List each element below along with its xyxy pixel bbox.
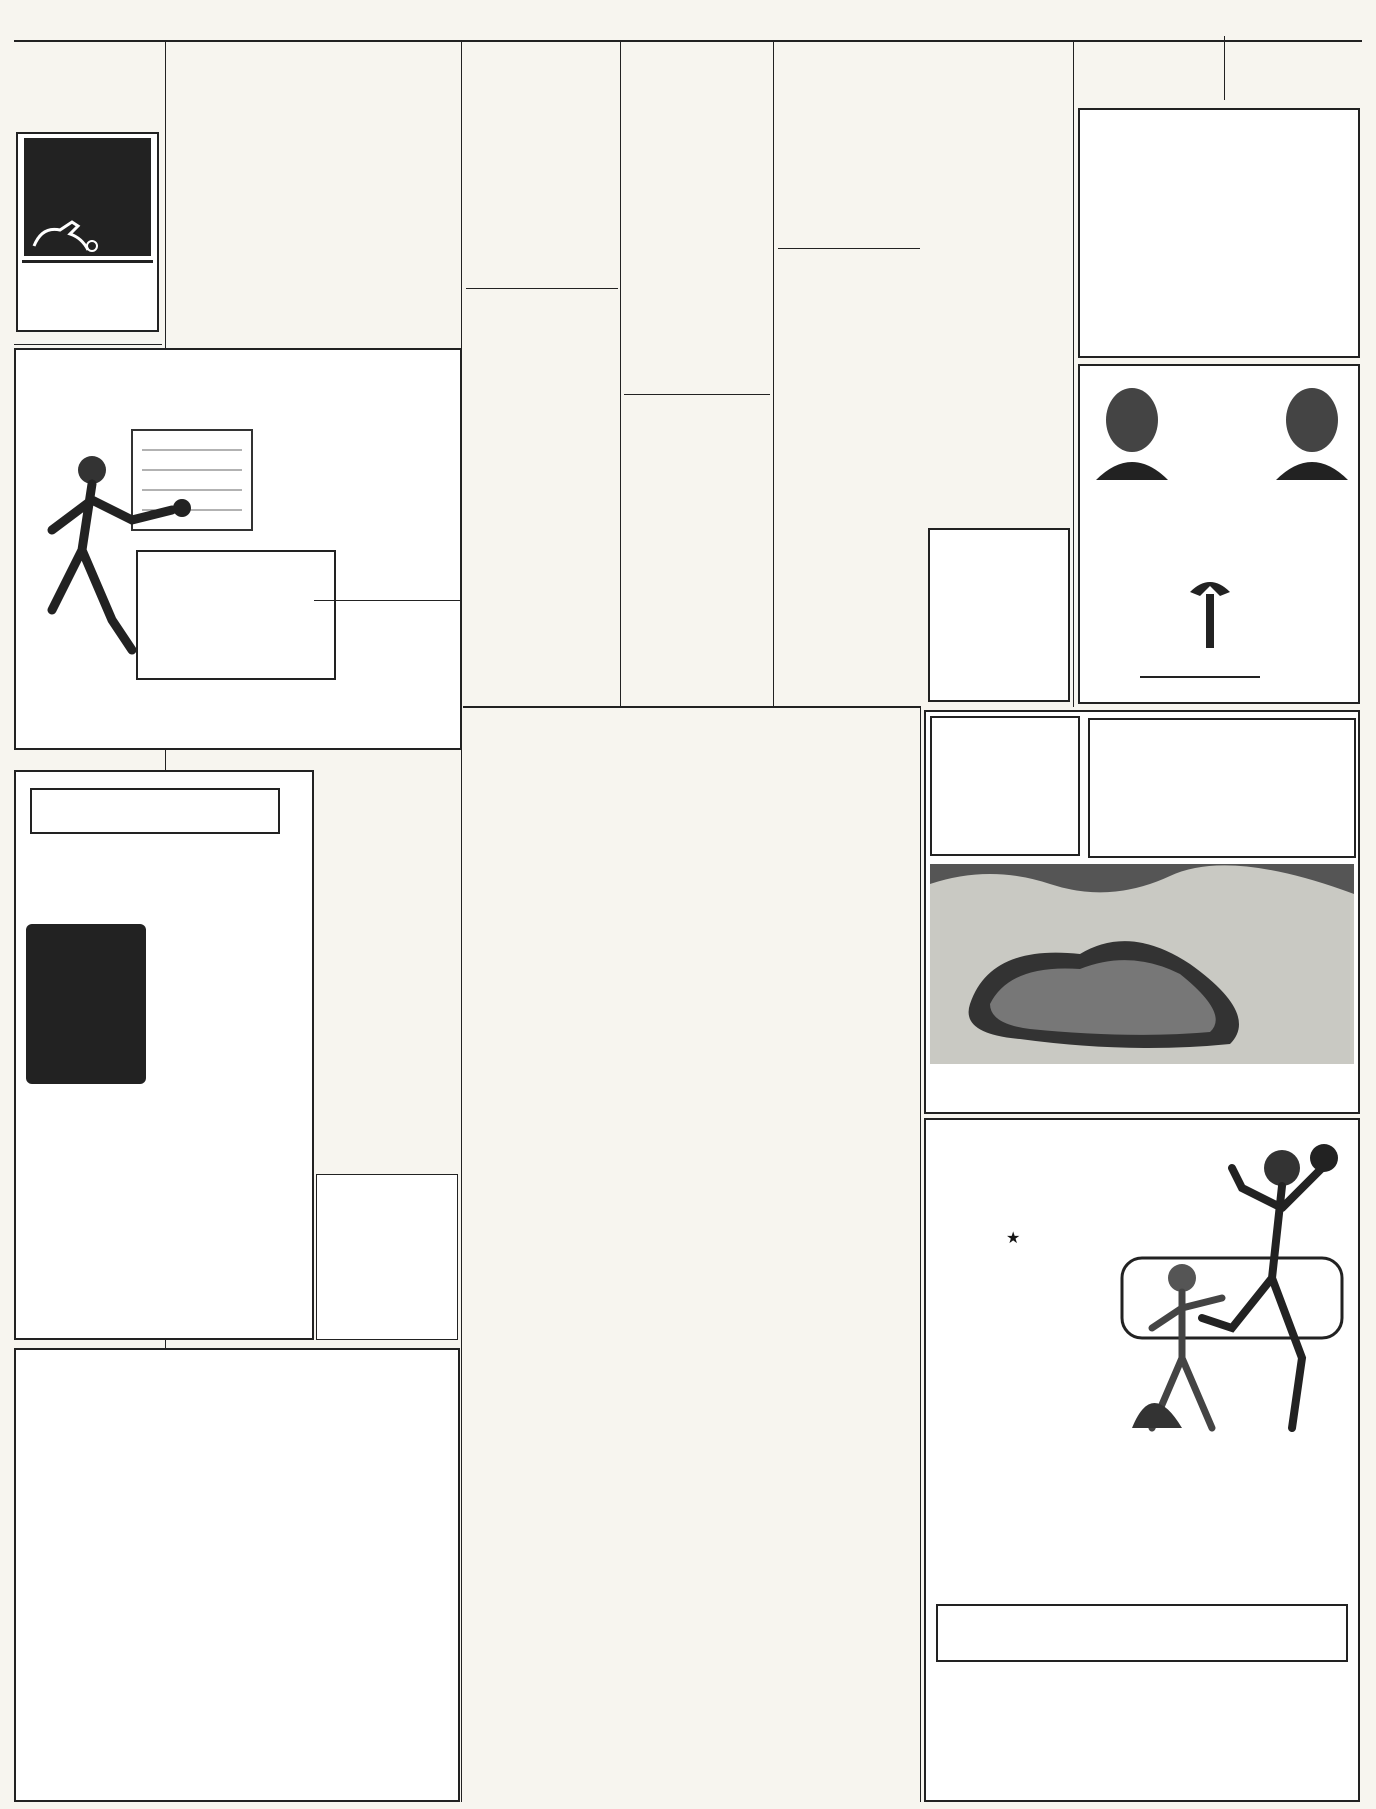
divider xyxy=(314,600,460,601)
column-rule xyxy=(1224,36,1225,100)
amf-clinic-box xyxy=(936,1604,1348,1662)
divider xyxy=(624,394,770,395)
horse-show-ad xyxy=(1078,108,1360,358)
now-banner xyxy=(30,788,280,834)
farmington-lanes-ad xyxy=(14,348,462,750)
rox-paint-ad xyxy=(14,770,314,1340)
masthead-rule xyxy=(14,40,1362,42)
column-rule xyxy=(620,42,621,707)
model-pool-photo xyxy=(930,864,1354,1064)
eagle-icon xyxy=(1180,572,1240,652)
pool-ad xyxy=(924,710,1360,1114)
bowlers-illustration xyxy=(1112,1128,1352,1488)
star-icon: ★ xyxy=(1006,1228,1021,1247)
pool-quality-box xyxy=(1088,718,1356,858)
column-rule xyxy=(920,706,921,1802)
bel-aire-lanes-ad xyxy=(924,1118,1360,1802)
divider xyxy=(778,248,920,249)
state-fair-title xyxy=(323,1172,450,1185)
bill-portrait xyxy=(1272,380,1352,480)
wolverine-raceway-ad xyxy=(16,132,159,332)
cranston-paint-ad xyxy=(14,1348,460,1802)
divider xyxy=(466,288,618,289)
masthead xyxy=(16,26,42,39)
raceway-name xyxy=(22,260,153,265)
night-racing-text xyxy=(31,138,149,159)
bus-header xyxy=(466,708,690,712)
paint-can xyxy=(26,924,146,1084)
league-box xyxy=(136,550,336,680)
column-rule xyxy=(461,42,462,1802)
insurance-ad xyxy=(1078,364,1360,704)
divider xyxy=(14,344,162,345)
column-rule xyxy=(1073,42,1074,707)
serves-you-first xyxy=(1140,676,1260,678)
john-portrait xyxy=(1092,380,1172,480)
column-rule xyxy=(773,42,774,707)
state-fair-ad xyxy=(316,1174,458,1340)
horse-icon xyxy=(32,216,102,252)
ladies-league-ad xyxy=(928,528,1070,702)
pool-builder-box xyxy=(930,716,1080,856)
